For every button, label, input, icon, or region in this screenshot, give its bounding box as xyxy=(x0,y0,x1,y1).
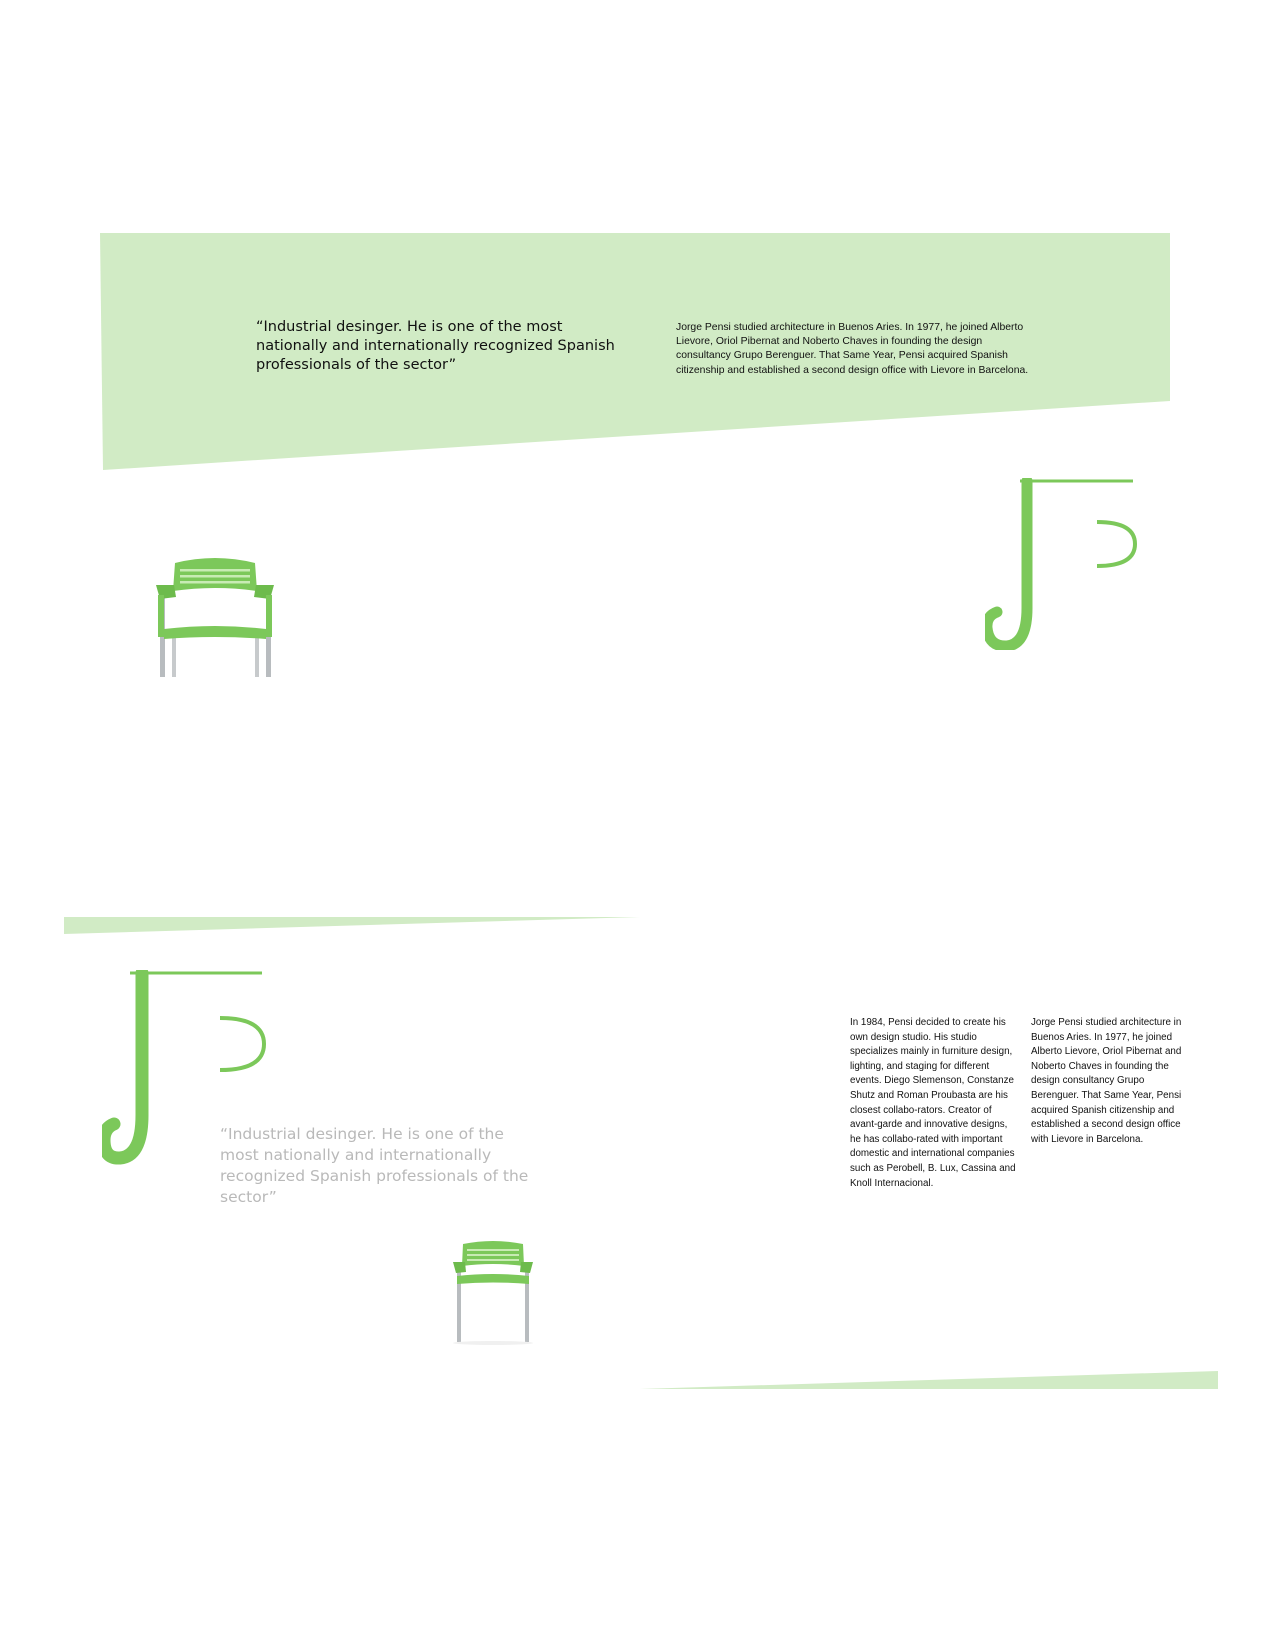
bottom-column-right: Jorge Pensi studied architecture in Buenos Aries. In 1977, he joined Alberto Lievore, Oriol Pibernat and Noberto Chaves in founding the design consultancy Grupo Berenguer. That Same Year, Pensi acquired Spanish citizenship and established a second design office with Lievore in Barcelona. xyxy=(1031,1017,1182,1145)
green-chair-image-bottom xyxy=(447,1240,539,1345)
green-chair-image xyxy=(150,555,285,677)
top-quote: “Industrial desinger. He is one of the most nationally and internationally recognized Spanish professionals of the sector” xyxy=(256,319,615,373)
bottom-quote: “Industrial desinger. He is one of the most nationally and internationally recognized Spanish professionals of the sector” xyxy=(220,1125,529,1206)
jp-monogram-logo xyxy=(985,478,1145,650)
right-green-stripe xyxy=(640,1371,1218,1389)
left-green-stripe xyxy=(64,917,640,934)
top-bio-text: Jorge Pensi studied architecture in Buenos Aries. In 1977, he joined Alberto Lievore, Oriol Pibernat and Noberto Chaves in founding the design consultancy Grupo Berenguer. That Same Year, Pensi acquired Spanish citizenship and established a second design office with Lievore in Barcelona. xyxy=(676,322,1029,376)
bottom-column-left: In 1984, Pensi decided to create his own design studio. His studio specializes mainly in furniture design, lighting, and staging for different events. Diego Slemenson, Constanze Shutz and Roman Proubasta are his closest collabo-rators. Creator of avant-garde and innovative designs, he has collabo-rated with important domestic and international companies such as Perobell, B. Lux, Cassina and Knoll Internacional. xyxy=(850,1017,1016,1189)
